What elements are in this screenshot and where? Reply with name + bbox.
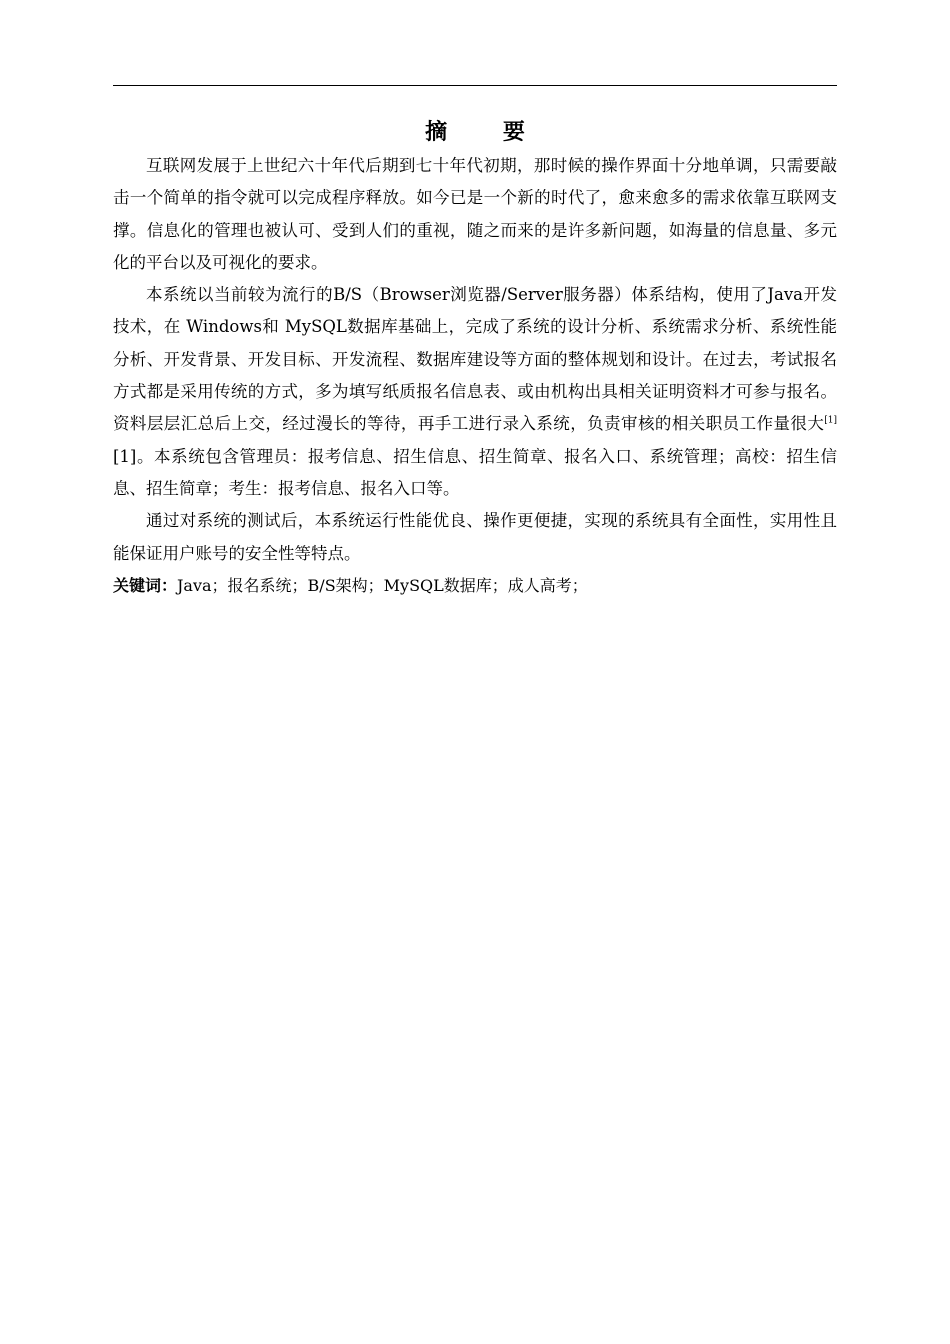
paragraph-3-text: 通过对系统的测试后，本系统运行性能优良、操作更便捷，实现的系统具有全面性，实用性且能保证用户账号的安全性等特点。: [113, 511, 837, 563]
paragraph-2-text-before-citation: 本系统以当前较为流行的B/S（Browser浏览器/Server服务器）体系结构，使用了Java开发技术，在 Windows和 MySQL数据库基础上，完成了系统的设计分析、系统需求分析、系统性能分析、开发背景、开发目标、开发流程、数据库建设等方面的整体规划和设计。在过去，考试报名方式都是采用传统的方式，多为填写纸质报名信息表、或由机构出具相关证明资料才可参与报名。资料层层汇总后上交，经过漫长的等待，再手工进行录入系统，负责审核的相关职员工作量很大: [113, 285, 837, 434]
keywords-line: [113, 570, 837, 602]
abstract-paragraph-3: [113, 505, 837, 570]
keywords-text: Java；报名系统；B/S架构；MySQL数据库；成人高考；: [177, 575, 588, 595]
abstract-paragraph-1: [113, 150, 837, 279]
abstract-title: 摘 要: [425, 119, 549, 145]
paragraph-2-text-after-citation: [1]。本系统包含管理员：报考信息、招生信息、招生简章、报名入口、系统管理；高校：招生信息、招生简章；考生：报考信息、报名入口等。: [113, 446, 837, 498]
header-rule: [113, 85, 837, 86]
keywords-label: 关键词：: [113, 575, 178, 595]
abstract-paragraph-2: [113, 279, 837, 505]
paragraph-1-text: 互联网发展于上世纪六十年代后期到七十年代初期，那时候的操作界面十分地单调，只需要敲击一个简单的指令就可以完成程序释放。如今已是一个新的时代了，愈来愈多的需求依靠互联网支撑。信息化的管理也被认可、受到人们的重视，随之而来的是许多新问题，如海量的信息量、多元化的平台以及可视化的要求。: [113, 156, 837, 272]
abstract-body: [113, 150, 837, 602]
citation-superscript: [1]: [824, 415, 837, 426]
